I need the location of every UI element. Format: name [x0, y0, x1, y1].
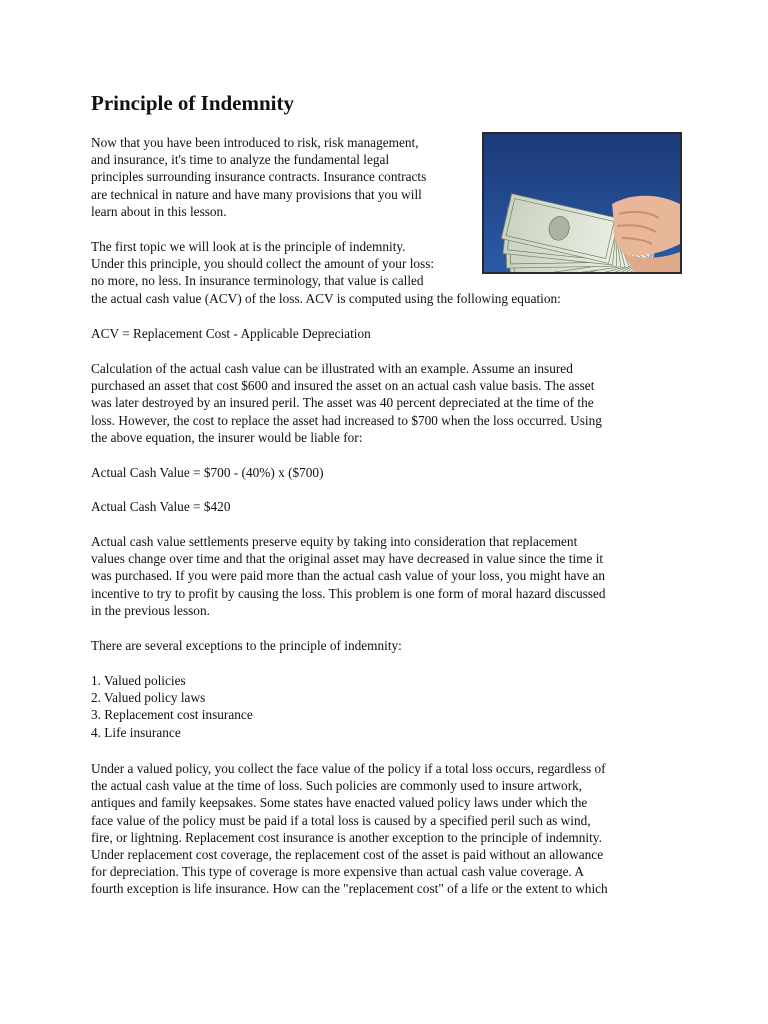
text-line: principles surrounding insurance contracts. Insurance contracts: [91, 169, 427, 185]
exceptions-paragraph: [91, 760, 608, 898]
text-line: loss. However, the cost to replace the asset had increased to $700 when the loss occurred. Using: [91, 412, 602, 428]
text-line: Now that you have been introduced to risk, risk management,: [91, 135, 419, 150]
exceptions-list: [91, 672, 253, 741]
text-line: the actual cash value (ACV) of the loss. ACV is computed using the following equation:: [91, 290, 561, 306]
text-line: Actual Cash Value = $700 - (40%) x ($700): [91, 465, 324, 480]
exceptions-intro: [91, 637, 402, 654]
settlement-paragraph: [91, 533, 606, 619]
text-line: Under a valued policy, you collect the face value of the policy if a total loss occurs, regardless of: [91, 761, 606, 776]
intro-paragraph: [91, 134, 426, 220]
text-line: Actual cash value settlements preserve equity by taking into consideration that replacement: [91, 534, 578, 549]
text-line: Under replacement cost coverage, the replacement cost of the asset is paid without an allowance: [91, 847, 604, 863]
text-line: Under this principle, you should collect the amount of your loss:: [91, 256, 435, 272]
text-line: was purchased. If you were paid more than the actual cash value of your loss, you might have an: [91, 568, 605, 584]
list-item: 4. Life insurance: [91, 724, 181, 740]
text-line: learn about in this lesson.: [91, 203, 227, 219]
page-title: Principle of Indemnity: [91, 91, 294, 115]
text-line: ACV = Replacement Cost - Applicable Depreciation: [91, 326, 371, 341]
list-item: 1. Valued policies: [91, 673, 186, 688]
acv-calculation: [91, 464, 324, 481]
text-line: purchased an asset that cost $600 and insured the asset on an actual cash value basis. The asset: [91, 378, 595, 394]
acv-result: [91, 498, 230, 515]
text-line: are technical in nature and have many provisions that you will: [91, 186, 422, 202]
text-line: was later destroyed by an insured peril. The asset was 40 percent depreciated at the time of the: [91, 395, 594, 411]
text-line: the actual cash value at the time of loss. Such policies are commonly used to insure artwork,: [91, 778, 583, 794]
text-line: fourth exception is life insurance. How can the "replacement cost" of a life or the extent to which: [91, 881, 608, 897]
list-item: 2. Valued policy laws: [91, 690, 206, 706]
text-line: There are several exceptions to the principle of indemnity:: [91, 638, 402, 653]
text-line: The first topic we will look at is the principle of indemnity.: [91, 239, 406, 254]
text-line: values change over time and that the original asset may have decreased in value since the time it: [91, 551, 604, 567]
text-line: in the previous lesson.: [91, 602, 210, 618]
text-line: Calculation of the actual cash value can be illustrated with an example. Assume an insured: [91, 361, 573, 376]
text-line: the above equation, the insurer would be liable for:: [91, 429, 363, 445]
text-line: for depreciation. This type of coverage is more expensive than actual cash value coverage. A: [91, 864, 585, 880]
acv-equation: [91, 325, 371, 342]
text-line: Actual Cash Value = $420: [91, 499, 231, 514]
text-line: incentive to try to profit by causing the loss. This problem is one form of moral hazard discussed: [91, 585, 606, 601]
text-line: antiques and family keepsakes. Some states have enacted valued policy laws under which the: [91, 795, 588, 811]
text-line: and insurance, it's time to analyze the fundamental legal: [91, 152, 390, 168]
text-line: no more, no less. In insurance terminology, that value is called: [91, 273, 424, 289]
example-paragraph: [91, 360, 602, 446]
text-line: fire, or lightning. Replacement cost insurance is another exception to the principle of indemnity.: [91, 829, 602, 845]
list-item: 3. Replacement cost insurance: [91, 707, 253, 723]
indemnity-paragraph: [91, 238, 561, 307]
text-line: face value of the policy must be paid if a total loss is caused by a specified peril such as wind,: [91, 812, 591, 828]
